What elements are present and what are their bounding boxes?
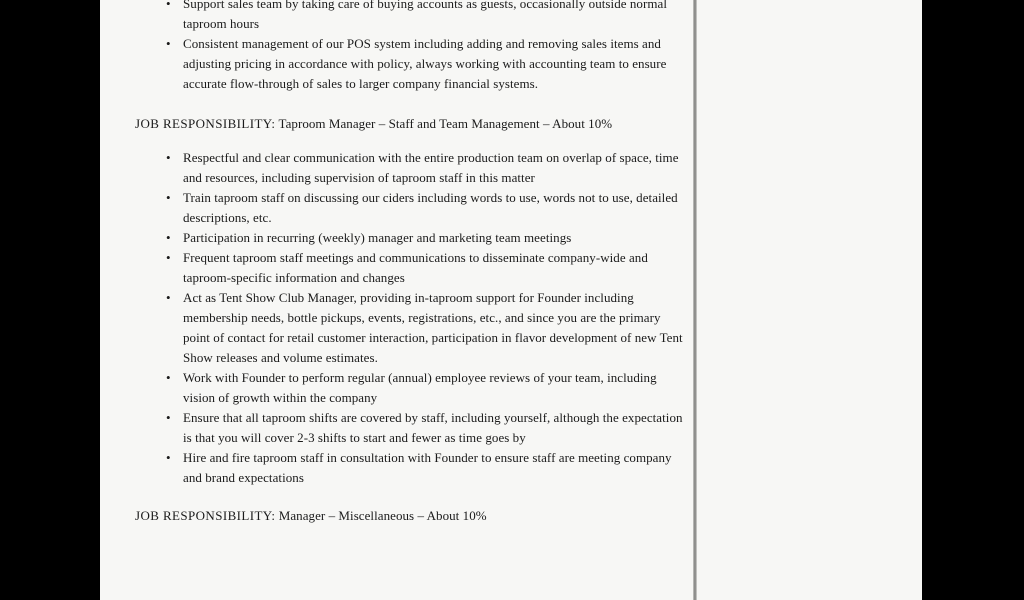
section-heading-title: Manager – Miscellaneous – About 10% [278, 508, 487, 523]
list-item: • Train taproom staff on discussing our ciders including words to use, words not to use, detailed descriptions, etc. [135, 188, 690, 228]
page-edge-shadow [693, 0, 697, 600]
list-item: • Hire and fire taproom staff in consultation with Founder to ensure staff are meeting company and brand expectations [135, 448, 690, 488]
staff-management-bullet-list [135, 148, 690, 488]
list-item: • Consistent management of our POS system including adding and removing sales items and adjusting pricing in accordance with policy, always working with accounting team to ensure accurate flow-through of sales to larger company financial systems. [135, 34, 690, 94]
section-heading-label: JOB RESPONSIBILITY: [135, 116, 276, 131]
list-item: • Respectful and clear communication with the entire production team on overlap of space, time and resources, including supervision of taproom staff in this matter [135, 148, 690, 188]
section-heading-miscellaneous [135, 506, 690, 526]
list-item: • Frequent taproom staff meetings and communications to disseminate company-wide and taproom-specific information and changes [135, 248, 690, 288]
document-page [100, 0, 922, 600]
previous-section-bullet-list [135, 0, 690, 94]
list-item: • Act as Tent Show Club Manager, providing in-taproom support for Founder including membership needs, bottle pickups, events, registrations, etc., and since you are the primary point of contact for retail customer interaction, participation in flavor development of new Tent Show releases and volume estimates. [135, 288, 690, 368]
document-content [135, 0, 690, 526]
section-heading-staff-management [135, 114, 690, 134]
spacer [135, 94, 690, 114]
section-heading-title: Taproom Manager – Staff and Team Management – About 10% [278, 116, 613, 131]
list-item: • Participation in recurring (weekly) manager and marketing team meetings [135, 228, 690, 248]
spacer [135, 488, 690, 506]
list-item: • Ensure that all taproom shifts are covered by staff, including yourself, although the expectation is that you will cover 2-3 shifts to start and fewer as time goes by [135, 408, 690, 448]
spacer [135, 134, 690, 148]
list-item: • Work with Founder to perform regular (annual) employee reviews of your team, including vision of growth within the company [135, 368, 690, 408]
section-heading-label: JOB RESPONSIBILITY: [135, 508, 276, 523]
list-item: • Support sales team by taking care of buying accounts as guests, occasionally outside normal taproom hours [135, 0, 690, 34]
